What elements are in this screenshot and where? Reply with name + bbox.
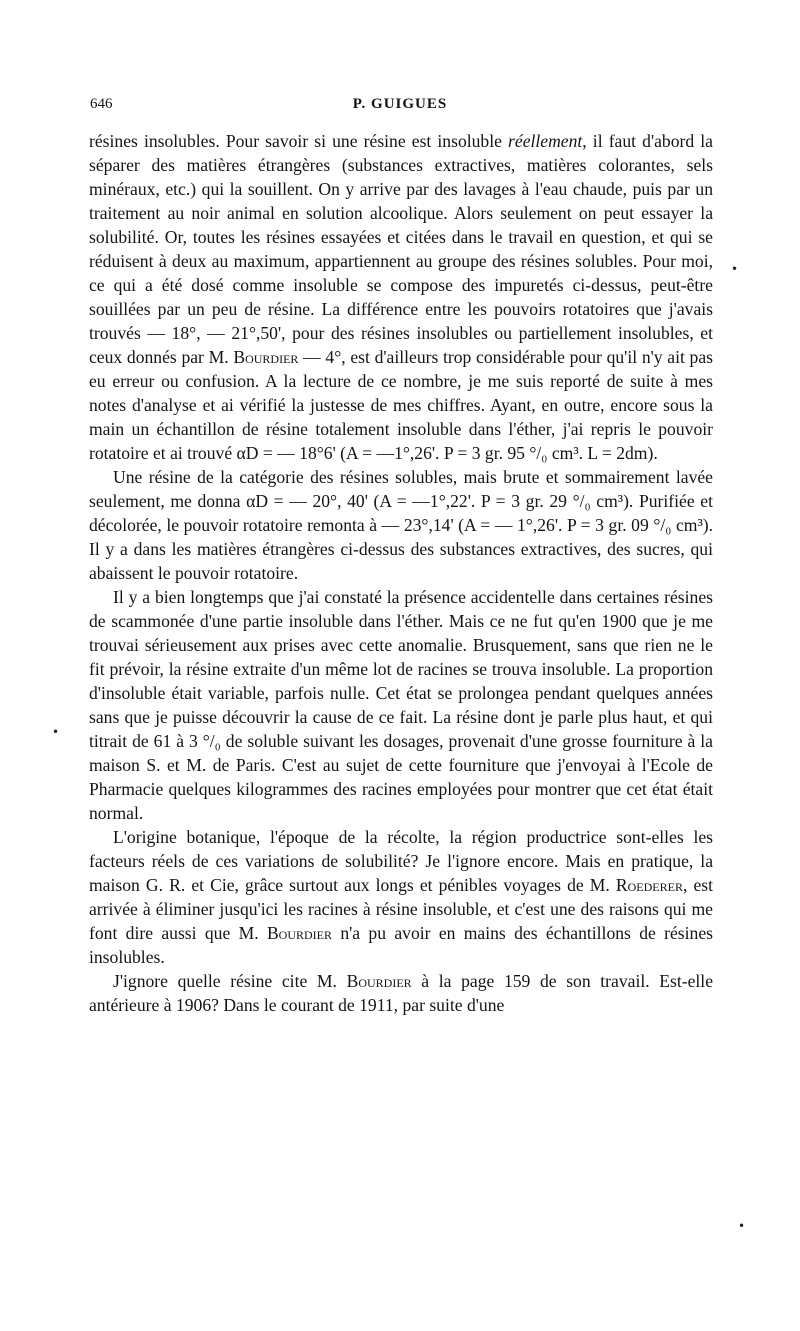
- margin-mark: •: [738, 1219, 746, 1233]
- paragraph: [89, 825, 713, 969]
- paragraph: [89, 969, 713, 1017]
- text-run: n'a pu avoir en mains des échantillons de résines insolubles.: [89, 923, 713, 967]
- author-name: Roederer: [615, 875, 683, 895]
- author-name: Bourdier: [233, 347, 299, 367]
- text-run: — 4°, est d'ailleurs trop considérable pour qu'il n'y ait pas eu erreur ou confusion. A la lecture de ce nombre, je me suis reporté de suite à mes notes d'analyse et ai vérifié la justesse de mes chiffres. Ayant, en outre, encore sous la main un échantillon de résine totalement insoluble dans l'éther, j'ai repris le pouvoir rotatoire et ai trouvé αD = — 18°6' (A = —1°,26'. P = 3 gr. 95 °/₀ cm³. L = 2dm).: [89, 347, 714, 463]
- text-run: Il y a bien longtemps que j'ai constaté la présence accidentelle dans certaines résines de scammonée d'une partie insoluble dans l'éther. Mais ce ne fut qu'en 1900 que je me trouvai sérieusement aux prises avec cette anomalie. Brusquement, sans que rien ne le fit prévoir, la résine extraite d'un même lot de racines se trouva insoluble. La proportion d'insoluble était variable, parfois nulle. Cet état se prolongea pendant quelques années sans que je puisse découvrir la cause de ce fait. La résine dont je parle plus haut, et qui titrait de 61 à 3 °/₀ de soluble suivant les dosages, provenait d'une grosse fourniture à la maison S. et M. de Paris. C'est au sujet de cette fourniture que j'envoyai à l'Ecole de Pharmacie quelques kilogrammes des racines employées pour montrer que cet état était normal.: [89, 587, 713, 823]
- body-text: [89, 129, 713, 1017]
- emphasis-text: réellement: [508, 131, 583, 151]
- running-head: P. GUIGUES: [352, 96, 448, 112]
- text-run: J'ignore quelle résine cite M.: [113, 971, 347, 991]
- page-header: [88, 96, 712, 118]
- author-name: Bourdier: [266, 923, 333, 943]
- paragraph: [89, 129, 713, 465]
- text-run: à la page 159 de son travail. Est-elle antérieure à 1906? Dans le courant de 1911, par suite d'une: [89, 971, 713, 1015]
- paragraph: [89, 465, 713, 585]
- text-run: résines insolubles. Pour savoir si une résine est insoluble: [89, 131, 509, 151]
- margin-mark: •: [52, 725, 60, 739]
- paragraph: [89, 585, 713, 825]
- text-run: L'origine botanique, l'époque de la récolte, la région productrice sont-elles les facteurs réels de ces variations de solubilité? Je l'ignore encore. Mais en pratique, la maison G. R. et Cie, grâce surtout aux longs et pénibles voyages de M.: [89, 827, 713, 895]
- page-number: 646: [90, 96, 113, 112]
- text-run: , il faut d'abord la séparer des matières étrangères (substances extractives, matières colorantes, sels minéraux, etc.) qui la souillent. On y arrive par des lavages à l'eau chaude, puis par un traitement au noir animal en solution alcoolique. Alors seulement on peut essayer la solubilité. Or, toutes les résines essayées et citées dans le travail en question, et qui se réduisent à deux au maximum, appartiennent au groupe des résines solubles. Pour moi, ce qui a été dosé comme insoluble se compose des impuretés ci-dessus, peut-être souillées par un peu de résine. La différence entre les pouvoirs rotatoires que j'avais trouvés — 18°, — 21°,50', pour des résines insolubles ou partiellement insolubles, et ceux donnés par M.: [89, 131, 713, 367]
- text-run: , est arrivée à éliminer jusqu'ici les racines à résine insoluble, et c'est une des raisons qui me font dire aussi que M.: [89, 875, 713, 943]
- author-name: Bourdier: [346, 971, 412, 991]
- text-run: Une résine de la catégorie des résines solubles, mais brute et sommairement lavée seulement, me donna αD = — 20°, 40' (A = —1°,22'. P = 3 gr. 29 °/₀ cm³). Purifiée et décolorée, le pouvoir rotatoire remonta à — 23°,14' (A = — 1°,26'. P = 3 gr. 09 °/₀ cm³). Il y a dans les matières étrangères ci-dessus des substances extractives, des sucres, qui abaissent le pouvoir rotatoire.: [89, 467, 713, 583]
- margin-mark: •: [731, 262, 739, 276]
